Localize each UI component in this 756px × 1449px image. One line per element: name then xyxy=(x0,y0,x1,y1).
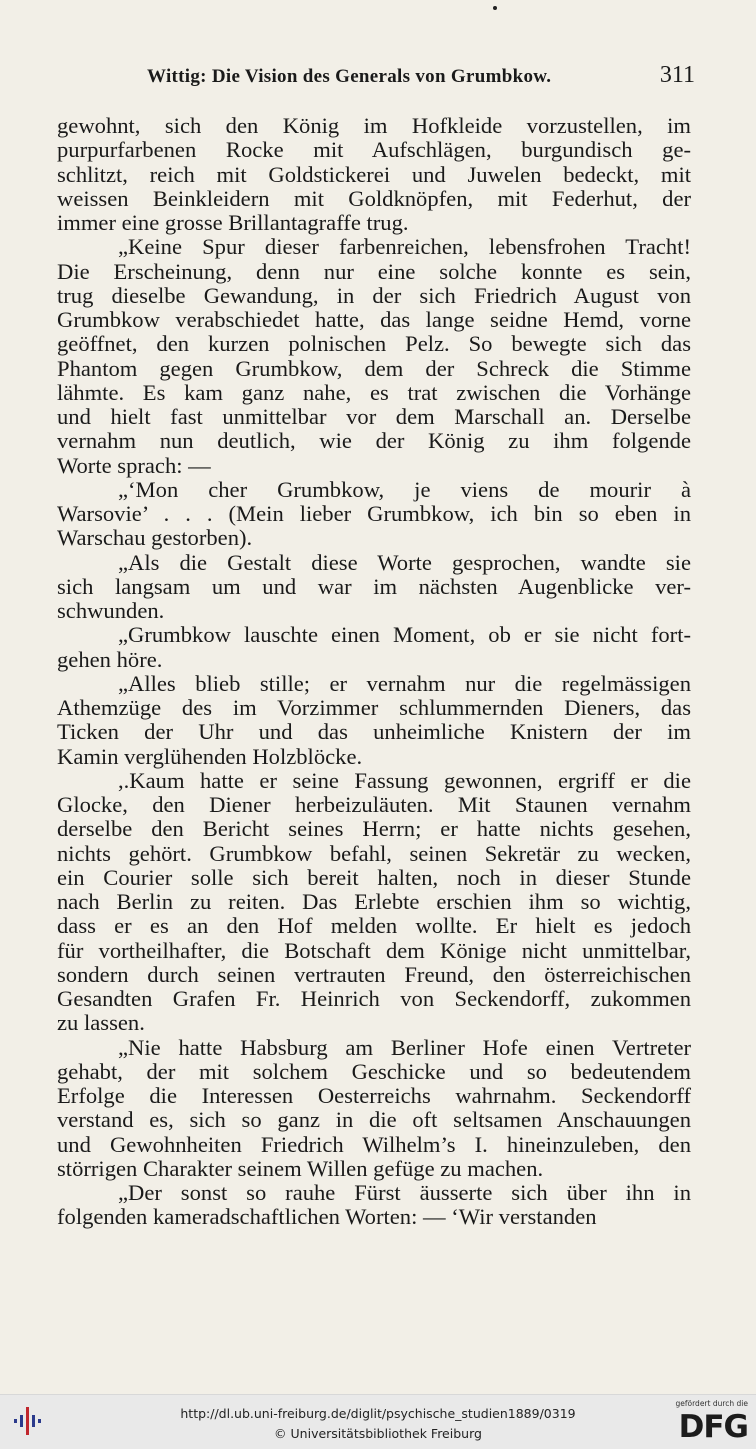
text-line: Ticken der Uhr und das unheimliche Knistern der im xyxy=(57,719,691,745)
text-line: vernahm nun deutlich, wie der König zu ihm folgende xyxy=(57,428,691,454)
running-head: Wittig: Die Vision des Generals von Grumbkow. xyxy=(147,66,552,87)
text-line: „Als die Gestalt diese Worte gesprochen, wandte sie xyxy=(118,549,691,575)
paragraph xyxy=(57,1181,691,1230)
text-line: zu lassen. xyxy=(57,1010,145,1036)
text-line: Kamin verglühenden Holzblöcke. xyxy=(57,743,363,769)
text-line: und hielt fast unmittelbar vor dem Marschall an. Derselbe xyxy=(57,404,691,429)
scan-speck xyxy=(493,6,497,10)
text-line: gehen höre. xyxy=(57,646,163,672)
text-line: „‘Mon cher Grumbkow, je viens de mourir à xyxy=(118,476,691,502)
text-line: Grumbkow verabschiedet hatte, das lange seidne Hemd, vorne xyxy=(57,307,691,332)
text-line: „Keine Spur dieser farbenreichen, lebensfrohen Tracht! xyxy=(118,234,691,260)
text-line: nach Berlin zu reiten. Das Erlebte erschien ihm so wichtig, xyxy=(57,889,691,914)
text-line: verstand es, sich so ganz in die oft seltsamen Anschauungen xyxy=(57,1107,691,1133)
text-line: sich langsam um und war im nächsten Augenblicke ver- xyxy=(57,573,691,599)
dfg-logo xyxy=(666,1399,748,1445)
text-line: purpurfarbenen Rocke mit Aufschlägen, burgundisch ge- xyxy=(57,137,691,163)
text-line: sondern durch seinen vertrauten Freund, den österreichischen xyxy=(57,961,691,987)
text-line: Gesandten Grafen Fr. Heinrich von Seckendorff, zukommen xyxy=(57,986,691,1011)
paragraph xyxy=(57,235,691,478)
text-line: störrigen Charakter seinem Willen gefüge zu machen. xyxy=(57,1155,544,1181)
text-line: geöffnet, den kurzen polnischen Pelz. So bewegte sich das xyxy=(57,331,691,357)
text-line: weissen Beinkleidern mit Goldknöpfen, mit Federhut, der xyxy=(57,185,691,211)
text-line: Phantom gegen Grumbkow, dem der Schreck die Stimme xyxy=(57,355,691,381)
text-line: Athemzüge des im Vorzimmer schlummernden Dieners, das xyxy=(57,695,691,720)
text-line: trug dieselbe Gewandung, in der sich Friedrich August von xyxy=(57,282,691,308)
text-line: derselbe den Bericht seines Herrn; er hatte nichts gesehen, xyxy=(57,816,691,842)
text-line: „Nie hatte Habsburg am Berliner Hofe einen Vertreter xyxy=(118,1034,691,1060)
page-number: 311 xyxy=(659,62,695,88)
paragraph xyxy=(57,672,691,769)
paragraph xyxy=(57,551,691,624)
source-url-link[interactable]: http://dl.ub.uni-freiburg.de/diglit/psychische_studien1889/0319 xyxy=(180,1406,576,1421)
text-line: dass er es an den Hof melden wollte. Er hielt es jedoch xyxy=(57,913,691,939)
text-line: Erfolge die Interessen Oesterreichs wahrnahm. Seckendorff xyxy=(57,1083,691,1108)
text-line: Warschau gestorben). xyxy=(57,525,253,551)
dfg-logo-text: DFG xyxy=(678,1409,748,1445)
text-line: „Alles blieb stille; er vernahm nur die regelmässigen xyxy=(118,670,691,696)
text-line: ,.Kaum hatte er seine Fassung gewonnen, ergriff er die xyxy=(118,767,691,793)
text-line: Warsovie’ . . . (Mein lieber Grumbkow, ich bin so eben in xyxy=(57,501,691,526)
text-line: folgenden kameradschaftlichen Worten: — ‘Wir verstanden xyxy=(57,1204,597,1230)
text-line: lähmte. Es kam ganz nahe, es trat zwischen die Vorhänge xyxy=(57,379,691,405)
text-line: schlitzt, reich mit Goldstickerei und Juwelen bedeckt, mit xyxy=(57,161,691,187)
text-line: gewohnt, sich den König im Hofkleide vorzustellen, im xyxy=(57,113,691,138)
text-line: ein Courier solle sich bereit halten, noch in dieser Stunde xyxy=(57,864,691,890)
dfg-funding-note: gefördert durch die xyxy=(675,1399,748,1408)
text-line: „Der sonst so rauhe Fürst äusserte sich über ihn in xyxy=(118,1180,691,1205)
text-line: immer eine grosse Brillantagraffe trug. xyxy=(57,210,409,235)
text-line: „Grumbkow lauschte einen Moment, ob er sie nicht fort- xyxy=(118,622,691,648)
paragraph xyxy=(57,478,691,551)
text-line: schwunden. xyxy=(57,598,165,623)
text-line: Glocke, den Diener herbeizuläuten. Mit Staunen vernahm xyxy=(57,792,691,817)
copyright-notice: © Universitätsbibliothek Freiburg xyxy=(274,1426,482,1441)
text-line: Worte sprach: — xyxy=(57,452,211,478)
text-line: für vortheilhafter, die Botschaft dem Könige nicht unmittelbar, xyxy=(57,937,691,963)
text-line: gehabt, der mit solchem Geschicke und so bedeutendem xyxy=(57,1058,691,1084)
footer-bar xyxy=(0,1394,756,1449)
body-text xyxy=(57,114,691,1230)
text-line: Die Erscheinung, denn nur eine solche konnte es sein, xyxy=(57,258,691,284)
paragraph xyxy=(57,1036,691,1182)
text-line: nichts gehört. Grumbkow befahl, seinen Sekretär zu wecken, xyxy=(57,840,691,866)
paragraph xyxy=(57,769,691,1036)
paragraph xyxy=(57,114,691,235)
text-line: und Gewohnheiten Friedrich Wilhelm’s I. hineinzuleben, den xyxy=(57,1131,691,1157)
paragraph xyxy=(57,623,691,672)
page-header xyxy=(147,62,695,92)
